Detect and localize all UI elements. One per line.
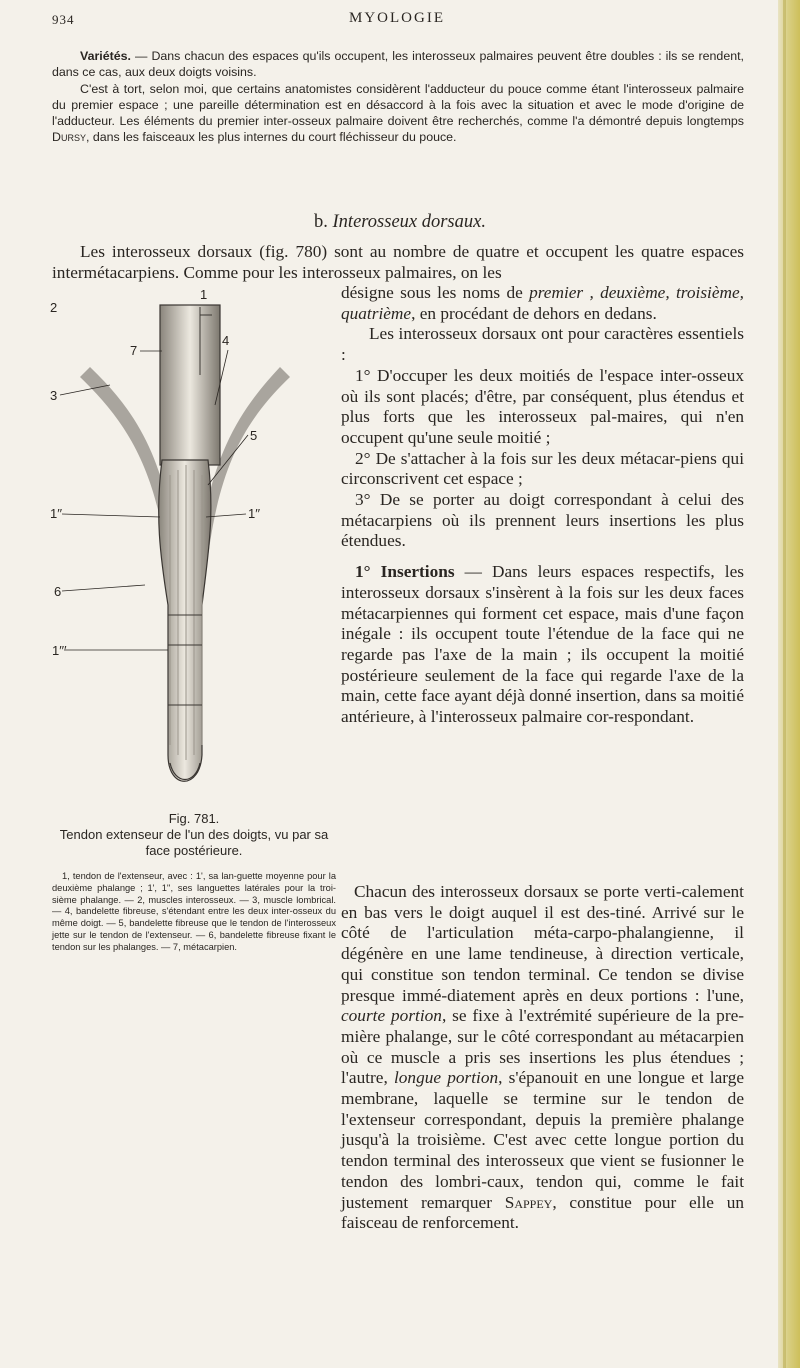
label-3: 3 — [50, 388, 58, 403]
characteristics-lead: Les interosseux dorsaux ont pour caractères essentiels : — [341, 324, 744, 365]
page-edge — [778, 0, 800, 1368]
figure-legend: 1, tendon de l'extenseur, avec : 1', sa lan-guette moyenne pour la deuxième phalange ; 1', 1'', ses languettes latérales pour la troi-sième phalange. — 2, muscles interosseux. — 3, muscle lombrical. — 4, bandelette fibreuse, s'étendant entre les deux inter-osseux du même doigt. — 5, bandelette fibreuse que le tendon de l'interosseux jette sur le tendon de l'extenseur. — 6, bandelette fibreuse fixant le tendon sur les phalanges. — 7, métacarpien. — [52, 871, 336, 952]
label-4: 4 — [222, 333, 230, 348]
label-7: 7 — [130, 343, 138, 358]
tendon-illustration — [50, 285, 325, 800]
muscle-names: premier , deuxième, troisième, quatrième — [341, 283, 744, 323]
author-dursy: Dursy — [52, 130, 86, 145]
extensor-tendon — [159, 460, 211, 781]
varietes-paragraph-1: Variétés. — Dans chacun des espaces qu'ils occupent, les interosseux palmaires peuvent être doubles : ils se rendent, dans ce cas, aux deux doigts voisins. — [52, 49, 744, 80]
insertions-paragraph: 1° Insertions — Dans leurs espaces respectifs, les interosseux dorsaux s'insèrent à la fois sur les deux faces métacarpiennes qui forment cet espace, mais d'une façon inégale : ils occupent toute l'étendue de la face qui ne regarde pas l'axe de la main ; ils occupent la moitié postérieure seulement de la face qui regarde l'axe de la main, cette face ayant déjà donné insertion, dans sa moitié antérieure, à l'interosseux palmaire cor-respondant. — [341, 562, 744, 727]
varietes-lead: Variétés. — [80, 49, 131, 63]
figure-caption — [52, 811, 336, 954]
label-1-prime-right: 1′′ — [248, 506, 261, 521]
label-2: 2 — [50, 300, 58, 315]
characteristic-1: 1° D'occuper les deux moitiés de l'espace inter-osseux où ils sont placés; d'être, par conséquent, plus étendus et plus forts que les interosseux pal-maires, qui n'en occupent qu'une seule moitié ; — [341, 365, 744, 447]
label-1: 1 — [200, 287, 208, 302]
page-edge-shadow — [783, 0, 786, 1368]
figure-781 — [50, 285, 325, 800]
metacarpal — [160, 305, 220, 465]
intro-paragraph: Les interosseux dorsaux (fig. 780) sont au nombre de quatre et occupent les quatre espaces intermétacarpiens. Comme pour les interosseux palmaires, on les — [52, 242, 744, 282]
characteristic-3: 3° De se porter au doigt correspondant à celui des métacarpiens où ils prennent leurs insertions les plus étendues. — [341, 490, 744, 551]
longue-portion: longue portion — [393, 1068, 499, 1088]
figure-title: Tendon extenseur de l'un des doigts, vu par sa face postérieure. — [59, 827, 329, 858]
characteristic-2: 2° De s'attacher à la fois sur les deux métacar-piens qui circonscrivent cet espace ; — [341, 448, 744, 489]
varietes-paragraph-2: C'est à tort, selon moi, que certains anatomistes considèrent l'adducteur du pouce comme étant l'interosseux palmaire du premier espace ; une pareille détermination est en désaccord à la fois avec la situation et avec le mode d'origine de l'adducteur. Les éléments du premier inter-osseux palmaire doivent être recherchés, comme l'a démontré depuis longtemps Dursy, dans les faisceaux les plus internes du court fléchisseur du pouce. — [52, 81, 744, 145]
section-heading: b. Interosseux dorsaux. — [314, 212, 486, 232]
courte-portion: courte portion — [341, 1006, 442, 1026]
right-column — [341, 283, 744, 728]
running-title: MYOLOGIE — [349, 10, 445, 26]
label-1-prime-left: 1′′ — [50, 506, 63, 521]
label-5: 5 — [250, 428, 258, 443]
intro-continuation: désigne sous les noms de premier , deuxième, troisième, quatrième, en procédant de dehors en dedans. — [341, 283, 744, 323]
varietes-block — [52, 48, 744, 146]
label-6: 6 — [54, 584, 62, 599]
insertions-paragraph-2: Chacun des interosseux dorsaux se porte verti-calement en bas vers le doigt auquel il est des-tiné. Arrivé sur le côté de l'articulation méta-carpo-phalangienne, il dégénère en une lame tendineuse, à direction verticale, qui constitue son tendon terminal. Ce tendon se divise presque immé-diatement après en deux portions : l'une, courte portion, se fixe à l'extrémité supérieure de la pre-mière phalange, sur le côté correspondant au métacarpien où ce muscle a pris ses insertions les plus étendues ; l'autre, longue portion, s'épanouit en une longue et large membrane, laquelle se termine sur le tendon de l'extenseur correspondant, depuis la première phalange jusqu'à la troisième. C'est avec cette longue portion du tendon terminal des interosseux que vient se fusionner le tendon des lombri-caux, tendon qui, comme le fait justement remarquer Sappey, constitue pour elle un faisceau de renforcement. — [341, 882, 745, 1233]
author-sappey: Sappey — [504, 1192, 553, 1212]
figure-number: Fig. 781. — [168, 811, 220, 826]
label-1-double-prime: 1′′′ — [52, 643, 67, 658]
running-header — [52, 10, 742, 40]
insertions-lead: 1° Insertions — [355, 562, 455, 582]
page-number: 934 — [52, 12, 75, 27]
